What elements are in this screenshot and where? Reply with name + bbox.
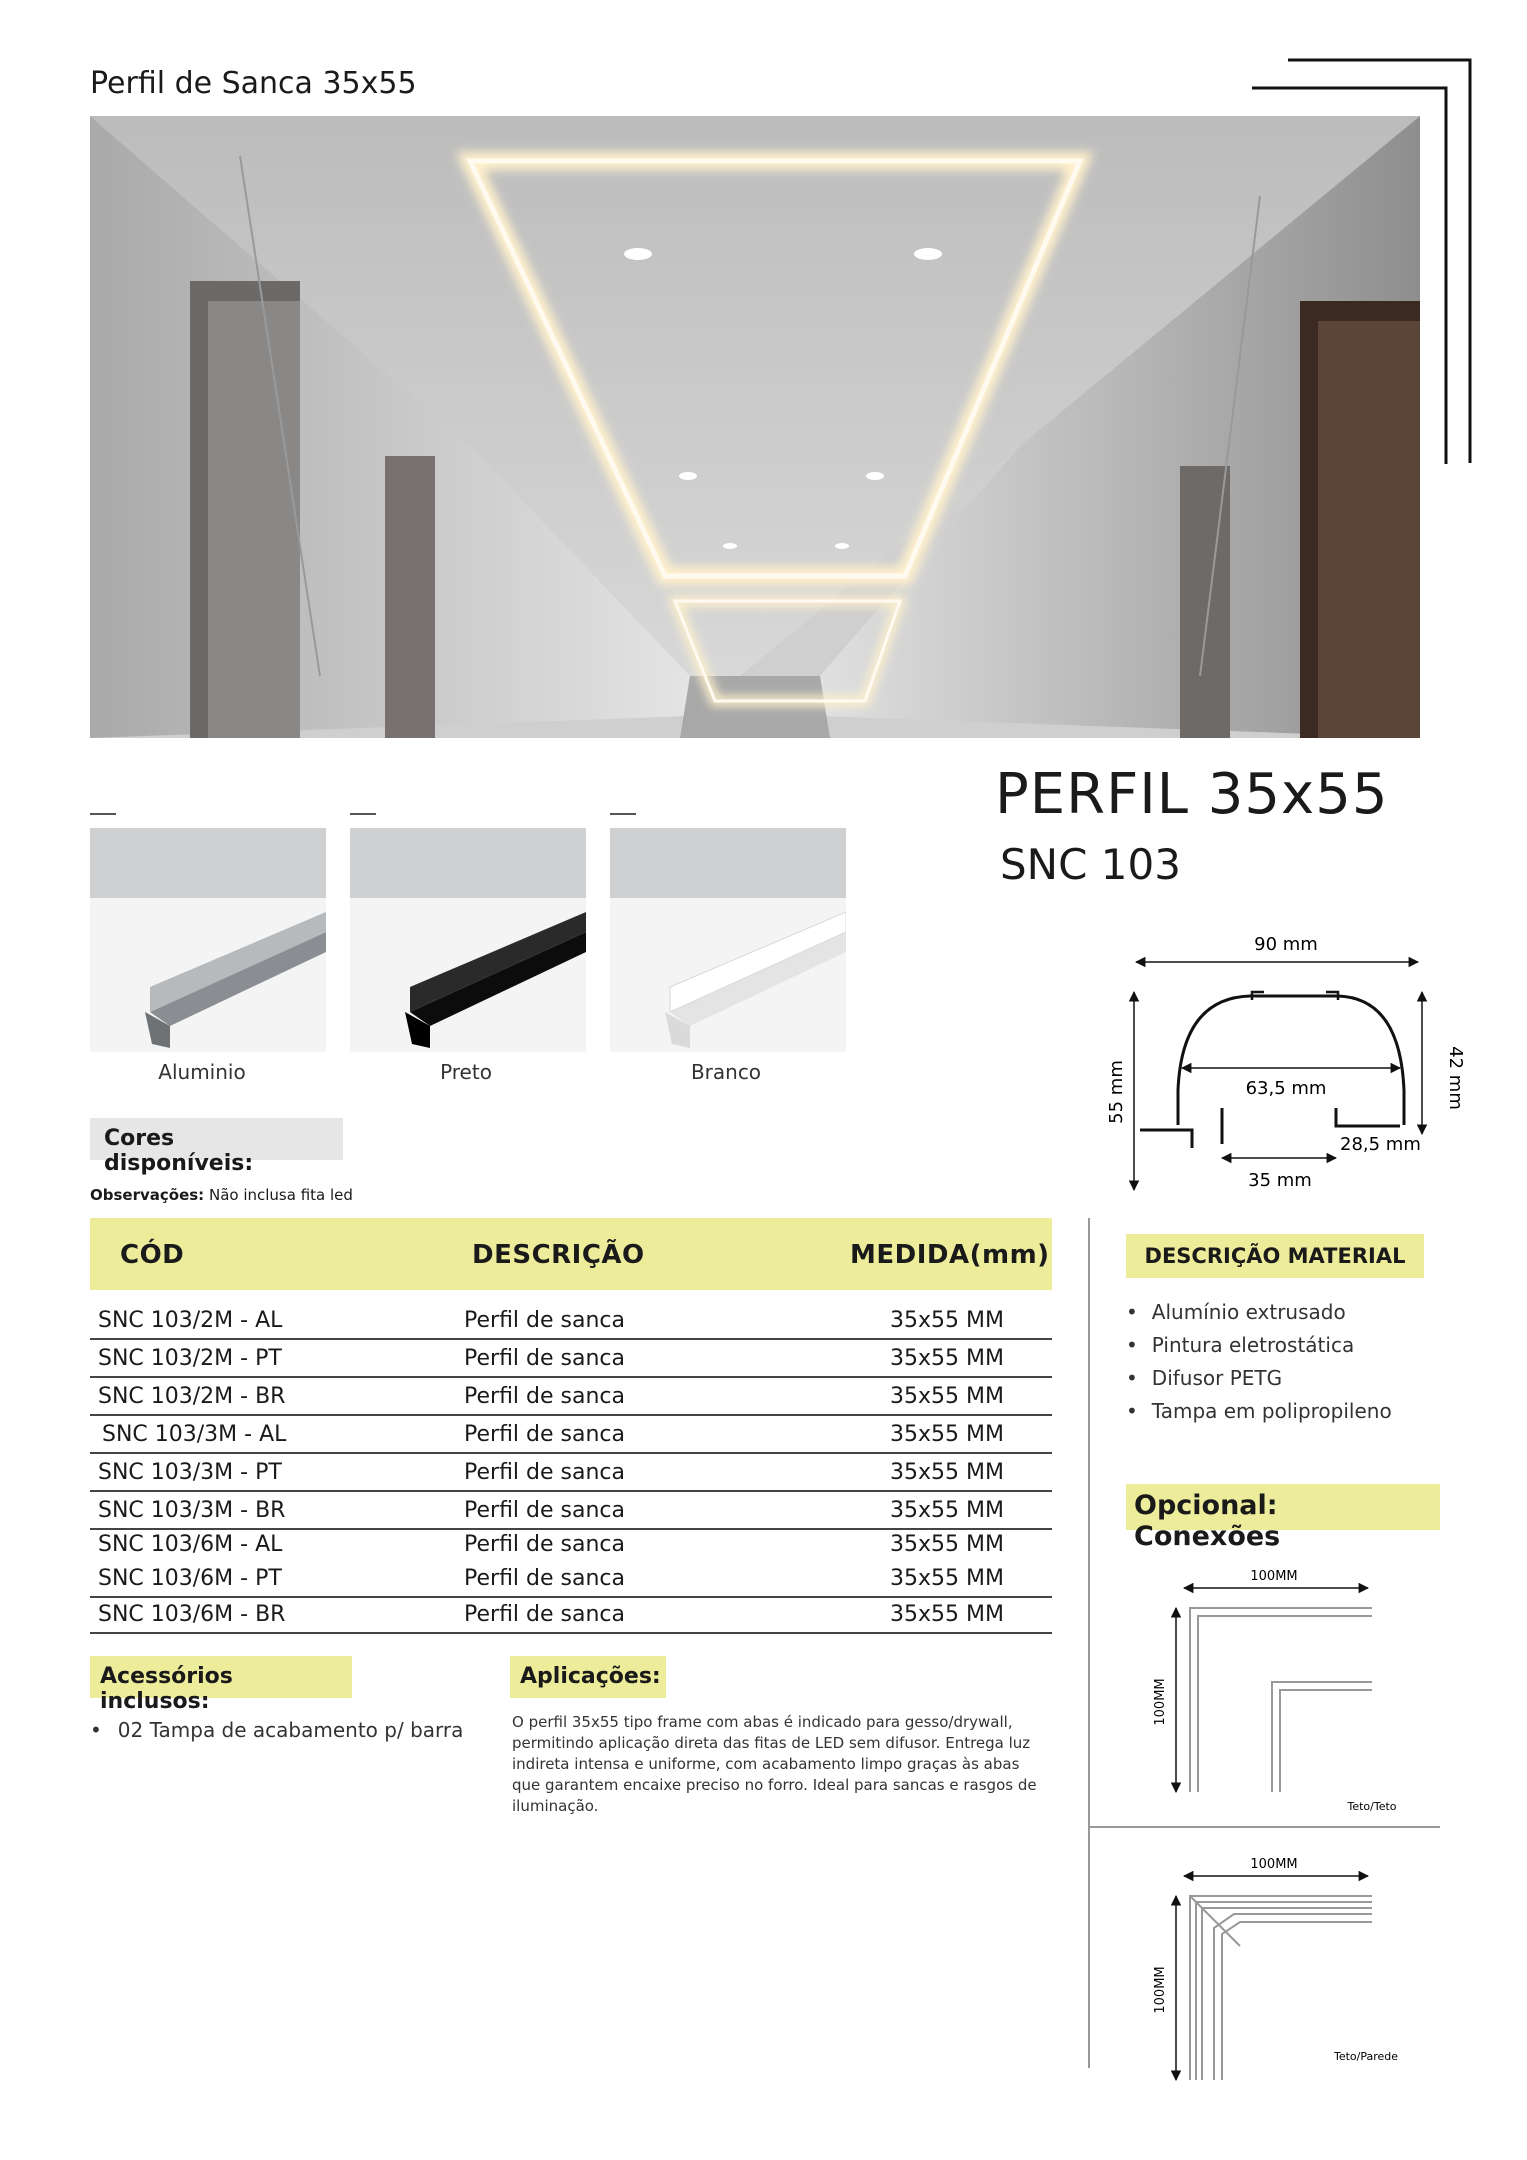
table-row — [90, 1598, 1052, 1634]
connector-caption: Teto/Teto — [1347, 1800, 1397, 1812]
applications-label: Aplicações: — [510, 1656, 666, 1698]
cell-cod: SNC 103/6M - PT — [98, 1566, 282, 1591]
cell-descricao: Perfil de sanca — [464, 1346, 625, 1371]
cell-descricao: Perfil de sanca — [464, 1422, 625, 1447]
table-row — [90, 1380, 1052, 1416]
cell-cod: SNC 103/2M - BR — [98, 1384, 286, 1409]
cell-medida: 35x55 MM — [890, 1346, 1004, 1371]
accessories-label: Acessórios inclusos: — [90, 1656, 352, 1698]
observations-label: Observações: — [90, 1186, 205, 1204]
applications-text: O perfil 35x55 tipo frame com abas é indicado para gesso/drywall, permitindo aplicação direta das fitas de LED sem difusor. Entrega luz indireta intensa e uniforme, com acabamento limpo graças às abas que garantem encaixe preciso no forro. Ideal para sancas e rasgos de iluminação. — [512, 1713, 1037, 1815]
table-header-medida: MEDIDA(mm) — [850, 1240, 1050, 1270]
observations-text: Não inclusa fita led — [208, 1186, 353, 1204]
cell-medida: 35x55 MM — [890, 1460, 1004, 1485]
column-divider — [1088, 1218, 1090, 2068]
table-header-cod: CÓD — [120, 1240, 185, 1270]
list-item: • Alumínio extrusado — [1126, 1300, 1392, 1324]
material-label: DESCRIÇÃO MATERIAL — [1126, 1234, 1424, 1278]
list-item: • Difusor PETG — [1126, 1366, 1392, 1390]
cell-cod: SNC 103/3M - PT — [98, 1460, 282, 1485]
dim-height-right: 42 mm — [1445, 1046, 1466, 1110]
swatch-label: Branco — [690, 1060, 762, 1084]
list-item: • Tampa em polipropileno — [1126, 1399, 1392, 1423]
connector-teto-parede-diagram — [1140, 1850, 1420, 2090]
dim-inner-width: 63,5 mm — [1245, 1078, 1327, 1099]
table-header — [90, 1218, 1052, 1290]
dim-height-total: 55 mm — [1106, 1060, 1127, 1124]
profile-dimension-diagram — [1100, 920, 1480, 1200]
page-title: Perfil de Sanca 35x55 — [90, 66, 417, 101]
cell-descricao: Perfil de sanca — [464, 1460, 625, 1485]
product-code: SNC 103 — [1000, 840, 1181, 889]
swatch-label: Aluminio — [158, 1060, 246, 1084]
optional-label: Opcional: Conexões — [1126, 1484, 1440, 1530]
table-row — [90, 1562, 1052, 1598]
cell-medida: 35x55 MM — [890, 1384, 1004, 1409]
cell-medida: 35x55 MM — [890, 1498, 1004, 1523]
hero-image — [90, 116, 1420, 738]
observations — [90, 1186, 353, 1204]
cell-medida: 35x55 MM — [890, 1422, 1004, 1447]
connector-caption: Teto/Parede — [1333, 2050, 1399, 2063]
table-row — [90, 1456, 1052, 1492]
cell-cod: SNC 103/2M - PT — [98, 1346, 282, 1371]
dim-bottom-width: 35 mm — [1248, 1170, 1312, 1191]
cell-descricao: Perfil de sanca — [464, 1498, 625, 1523]
cell-medida: 35x55 MM — [890, 1532, 1004, 1557]
material-list — [1126, 1300, 1392, 1432]
dim-flange: 28,5 mm — [1340, 1134, 1421, 1155]
table-header-descricao: DESCRIÇÃO — [472, 1240, 645, 1270]
swatch-aluminio — [90, 812, 326, 1052]
list-item: • Pintura eletrostática — [1126, 1333, 1392, 1357]
swatch-branco — [610, 812, 846, 1052]
dim-width-top: 90 mm — [1254, 934, 1318, 955]
cell-medida: 35x55 MM — [890, 1602, 1004, 1627]
cell-medida: 35x55 MM — [890, 1308, 1004, 1333]
product-name: PERFIL 35x55 — [995, 762, 1389, 827]
cell-descricao: Perfil de sanca — [464, 1384, 625, 1409]
table-row — [90, 1494, 1052, 1530]
cell-cod: SNC 103/6M - BR — [98, 1602, 286, 1627]
connector-width: 100MM — [1250, 1569, 1298, 1584]
connector-teto-teto-diagram — [1140, 1562, 1420, 1812]
cell-descricao: Perfil de sanca — [464, 1566, 625, 1591]
cell-cod: SNC 103/3M - AL — [102, 1422, 287, 1447]
connector-divider — [1090, 1826, 1440, 1828]
table-row — [90, 1528, 1052, 1564]
list-item: • 02 Tampa de acabamento p/ barra — [90, 1718, 463, 1742]
cell-cod: SNC 103/3M - BR — [98, 1498, 286, 1523]
connector-width: 100MM — [1250, 1857, 1298, 1872]
cell-descricao: Perfil de sanca — [464, 1308, 625, 1333]
cell-descricao: Perfil de sanca — [464, 1532, 625, 1557]
table-row — [90, 1304, 1052, 1340]
swatch-preto — [350, 812, 586, 1052]
swatch-label: Preto — [440, 1060, 492, 1084]
table-row — [90, 1418, 1052, 1454]
cell-cod: SNC 103/6M - AL — [98, 1532, 283, 1557]
table-row — [90, 1342, 1052, 1378]
cell-cod: SNC 103/2M - AL — [98, 1308, 283, 1333]
cell-medida: 35x55 MM — [890, 1566, 1004, 1591]
colors-label: Cores disponíveis: — [90, 1118, 343, 1160]
cell-descricao: Perfil de sanca — [464, 1602, 625, 1627]
connector-height: 100MM — [1153, 1966, 1168, 2014]
connector-height: 100MM — [1153, 1678, 1168, 1726]
